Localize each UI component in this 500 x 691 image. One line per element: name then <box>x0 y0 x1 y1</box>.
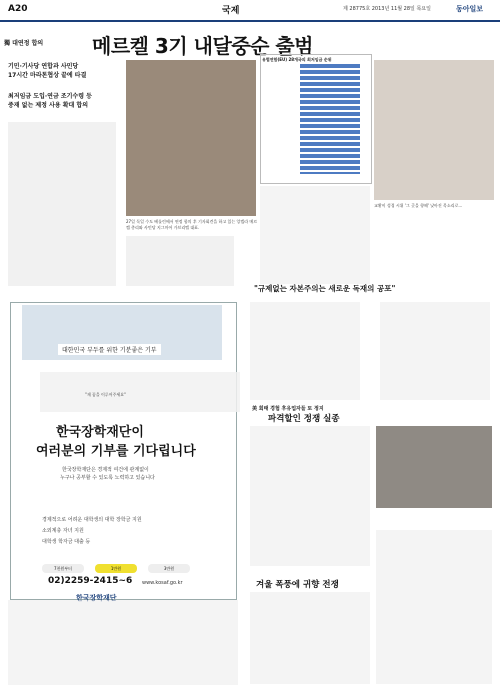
chart-bars <box>300 64 360 174</box>
page-header <box>0 0 500 22</box>
ad-bullet-3: 대학생 학자금 대출 등 <box>42 539 91 545</box>
article-column-2 <box>126 236 234 286</box>
pope-headline: "규제없는 자본주의는 새로운 독재의 공포" <box>254 284 396 293</box>
pope-column-1 <box>250 302 360 400</box>
ad-web[interactable]: www.kosaf.go.kr <box>142 580 183 586</box>
article-column-3 <box>260 186 370 284</box>
section-name: 국제 <box>222 6 240 16</box>
ad-copy-1: 한국장학재단은 경제적 여건에 관계없이 <box>62 467 149 473</box>
right-column-1 <box>250 426 370 566</box>
right-column-3 <box>376 530 492 684</box>
ad-bullet-1: 경제적으로 어려운 대학생의 대학 장학금 지원 <box>42 517 142 523</box>
page-number: A20 <box>8 4 28 14</box>
ad-copy-2: 누구나 공부할 수 있도록 노력하고 있습니다 <box>60 475 155 481</box>
issue-date: 제 28775호 2013년 11월 28일 목요일 <box>343 6 431 12</box>
newspaper-logo: 동아일보 <box>456 5 484 13</box>
donation-option-3[interactable]: 3만원 <box>148 564 190 573</box>
ad-slogan: "재 꿈을 이루어주세요" <box>85 392 126 397</box>
chart-title: 유럽연합(EU) 28개국의 최저임금 순위 <box>262 57 332 62</box>
shopping-photo <box>376 426 492 508</box>
pope-column-2 <box>380 302 490 400</box>
main-headline: 메르켈 3기 내달중순 출범 <box>92 34 314 58</box>
pope-photo-caption: 교황이 성경 시위 '그 곳을 향해' 낮아진 목소리로... <box>374 203 463 208</box>
pope-photo <box>374 60 494 200</box>
donation-option-2[interactable]: 1만원 <box>95 564 137 573</box>
subheadline-1: 기민·기사당 연합과 사민당 17시간 마라톤협상 끝에 타결 <box>8 63 87 79</box>
ad-phone: 02)2259-2415~6 <box>48 576 133 586</box>
article-kicker: 獨 대연정 합의 <box>4 40 44 47</box>
ad-illustration <box>40 372 240 412</box>
shopping-caption <box>376 510 492 522</box>
article-column-1 <box>8 122 116 286</box>
right-kicker-1: 美 회태 경험 후유업자들 또 정지 <box>252 406 324 412</box>
right-column-2 <box>250 592 370 684</box>
ad-organization: 한국장학재단 <box>76 594 117 602</box>
bottom-left-columns <box>8 600 238 685</box>
main-photo <box>126 60 256 216</box>
donation-option-1[interactable]: 7천원부터 <box>42 564 84 573</box>
right-headline-1: 파격할인 정쟁 실종 <box>268 414 340 424</box>
right-headline-2: 겨울 폭풍에 귀향 전쟁 <box>256 580 339 590</box>
main-photo-caption: 27일 독일 수도 베를린에서 연정 합의 후 기자회견을 하고 있는 앙겔라 메르켈 총리와 사민당 지그마어 가브리엘 대표. <box>126 219 258 230</box>
subheadline-2: 최저임금 도입·연금 조기수령 등 중재 없는 제정 사용 확대 합의 <box>8 93 92 109</box>
ad-header: 대한민국 부두를 위한 기분좋은 기부 <box>58 344 161 355</box>
ad-title-line-1: 한국장학재단이 <box>56 425 144 440</box>
ad-bullet-2: 소외계층 자녀 지원 <box>42 528 84 534</box>
ad-title-line-2: 여러분의 기부를 기다립니다 <box>36 444 196 459</box>
